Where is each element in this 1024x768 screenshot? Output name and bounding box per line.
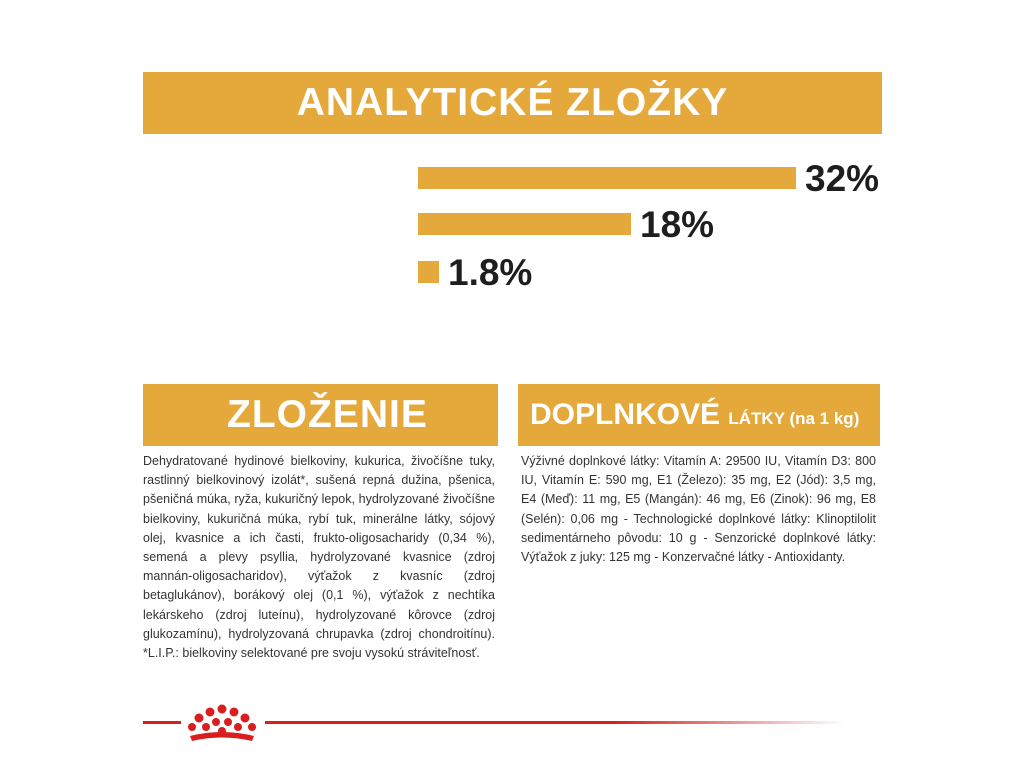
analytics-value: 1.8% <box>448 252 533 293</box>
analytics-value: 18% <box>640 204 715 245</box>
footer-divider-left <box>143 721 181 724</box>
composition-text: Dehydratované hydinové bielkoviny, kukurica, živočíšne tuky, rastlinný bielkovinový izolát*, sušená repná dužina, pšenica, pšeničná múka, ryža, kukuričný lepok, hydrolyzované živočíšne bielkoviny, kukuričná múka, rybí tuk, minerálne látky, sójový olej, kvasnice a ich časti, frukto-oligosacharidy (0,34 %), semená a plevy psyllia, hydrolyzované kvasnice (zdroj mannán-oligosacharidov), výťažok z kvasníc (zdroj betaglukánov), borákový olej (0,1 %), výťažok z nechtíka lekárskeho (zdroj luteínu), hydrolyzované kôrovce (zdroj glukozamínu), hydrolyzovaná chrupavka (zdroj chondroitínu). *L.I.P.: bielkoviny selektované pre svoju vysokú stráviteľnosť. <box>143 454 495 661</box>
additives-title <box>518 384 880 446</box>
analytics-bar <box>418 261 439 283</box>
analytics-bar <box>418 167 796 189</box>
footer-divider-right <box>265 721 845 724</box>
additives-title-main: DOPLNKOVÉ <box>530 398 721 431</box>
analytics-value: 32% <box>805 158 880 199</box>
royal-canin-crown-icon <box>182 700 262 745</box>
analytics-bar <box>418 213 631 235</box>
additives-title-small: LÁTKY (na 1 kg) <box>728 409 860 428</box>
composition-title: ZLOŽENIE <box>143 384 498 446</box>
additives-text: Výživné doplnkové látky: Vitamín A: 29500 IU, Vitamín D3: 800 IU, Vitamín E: 590 mg, E1 (Železo): 35 mg, E2 (Jód): 3,5 mg, E4 (Meď): 11 mg, E5 (Mangán): 46 mg, E6 (Zinok): 96 mg, E8 (Selén): 0,06 mg - Technologické doplnkové látky: Klinoptilolit sedimentárneho pôvodu: 10 g - Senzorické doplnkové látky: Výťažok z juky: 125 mg - Konzervačné látky - Antioxidanty. <box>521 454 876 565</box>
analytics-title: ANALYTICKÉ ZLOŽKY <box>143 72 882 134</box>
